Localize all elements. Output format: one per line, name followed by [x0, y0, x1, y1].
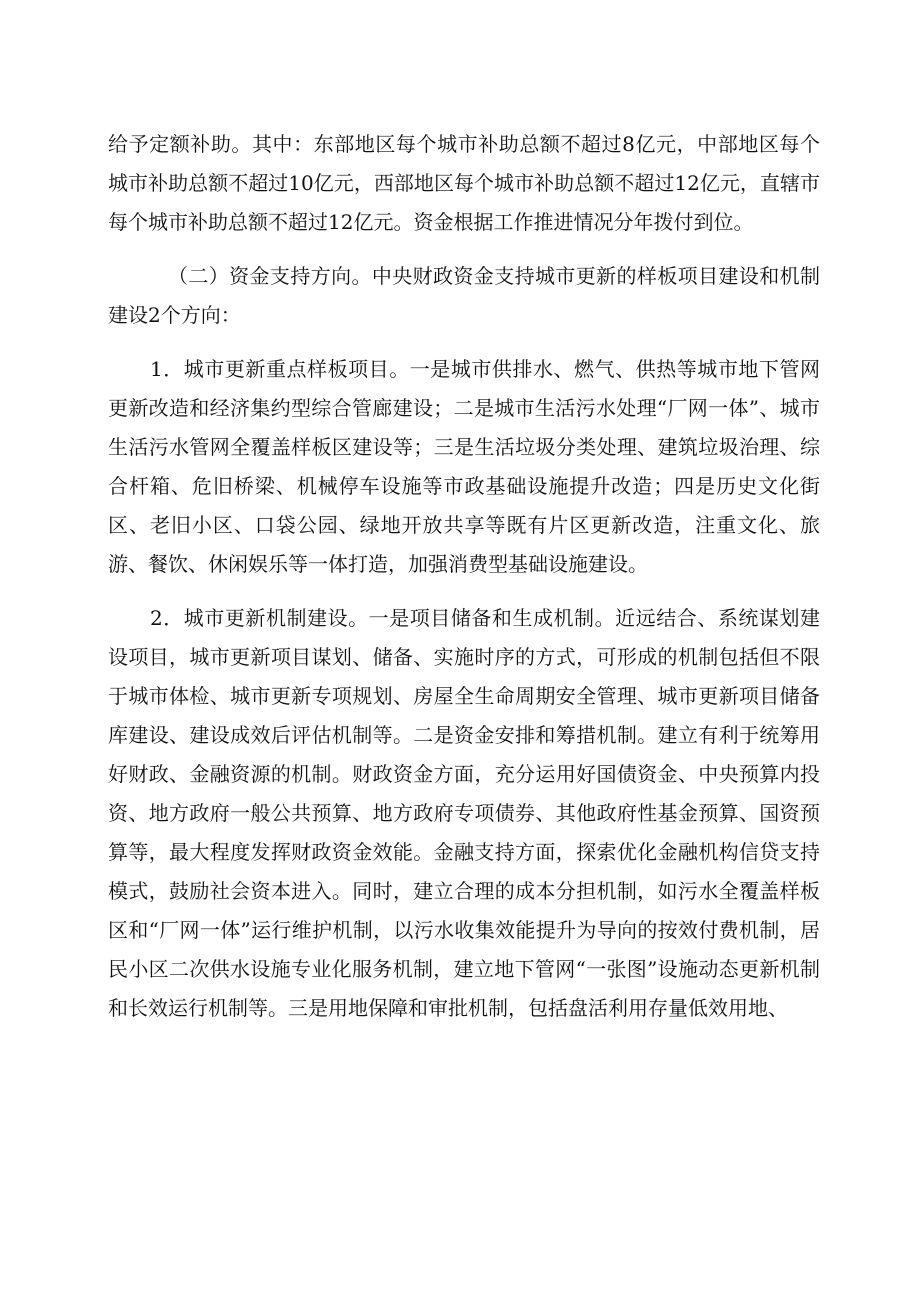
paragraph-support-direction: （二）资金支持方向。中央财政资金支持城市更新的样板项目建设和机制建设2个方向：: [108, 264, 820, 327]
paragraph-subsidy-limits: 给予定额补助。其中：东部地区每个城市补助总额不超过8亿元，中部地区每个城市补助总额不超过10亿元，西部地区每个城市补助总额不超过12亿元，直辖市每个城市补助总额不超过12亿元。资金根据工作推进情况分年拨付到位。: [108, 132, 820, 234]
document-page: [108, 125, 820, 1028]
paragraph-mechanism-building: 2．城市更新机制建设。一是项目储备和生成机制。近远结合、系统谋划建设项目，城市更新项目谋划、储备、实施时序的方式，可形成的机制包括但不限于城市体检、城市更新专项规划、房屋全生命周期安全管理、城市更新项目储备库建设、建设成效后评估机制等。二是资金安排和筹措机制。建立有利于统筹用好财政、金融资源的机制。财政资金方面，充分运用好国债资金、中央预算内投资、地方政府一般公共预算、地方政府专项债券、其他政府性基金预算、国资预算等，最大程度发挥财政资金效能。金融支持方面，探索优化金融机构信贷支持模式，鼓励社会资本进入。同时，建立合理的成本分担机制，如污水全覆盖样板区和“厂网一体”运行维护机制，以污水收集效能提升为导向的按效付费机制，居民小区二次供水设施专业化服务机制，建立地下管网“一张图”设施动态更新机制和长效运行机制等。三是用地保障和审批机制，包括盘活利用存量低效用地、: [108, 606, 820, 1020]
paragraph-model-projects: 1．城市更新重点样板项目。一是城市供排水、燃气、供热等城市地下管网更新改造和经济集约型综合管廊建设；二是城市生活污水处理“厂网一体”、城市生活污水管网全覆盖样板区建设等；三是生活垃圾分类处理、建筑垃圾治理、综合杆箱、危旧桥梁、机械停车设施等市政基础设施提升改造；四是历史文化街区、老旧小区、口袋公园、绿地开放共享等既有片区更新改造，注重文化、旅游、餐饮、休闲娱乐等一体打造，加强消费型基础设施建设。: [108, 357, 820, 576]
